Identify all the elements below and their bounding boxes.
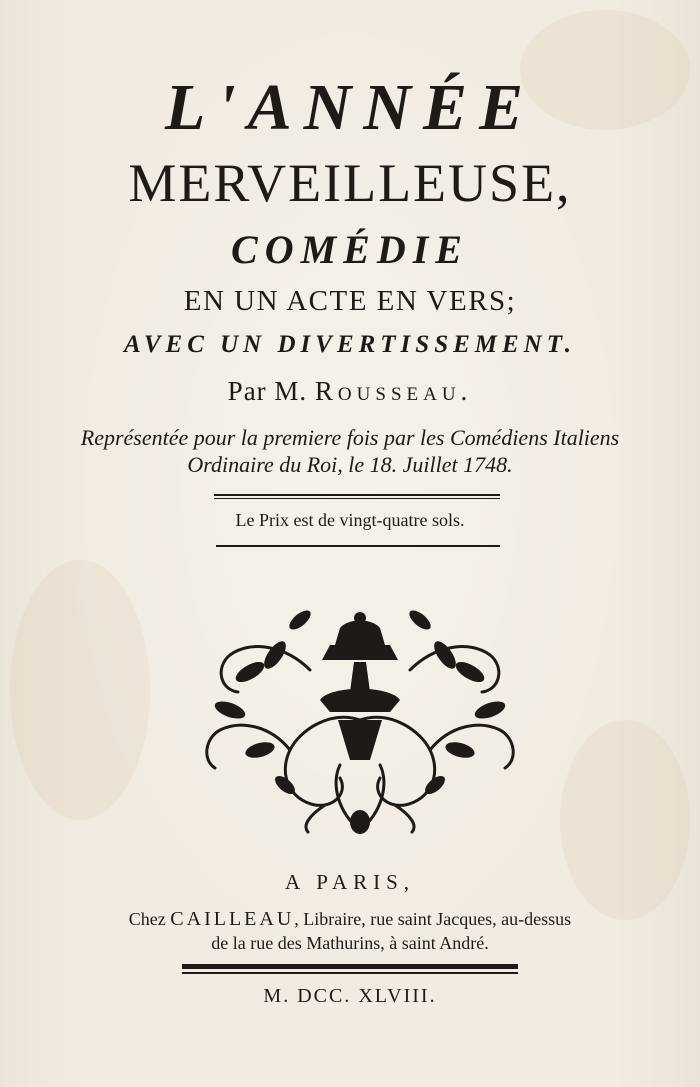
price-line: Le Prix est de vingt-quatre sols.	[235, 510, 465, 530]
imprint-place: A PARIS,	[284, 870, 416, 894]
title-line-5: AVEC UN DIVERTISSEMENT.	[124, 331, 576, 358]
imprint-address-line: de la rue des Mathurins, à saint André.	[211, 933, 489, 953]
rule-bottom	[216, 545, 500, 547]
title-line-1: L'ANNÉE	[164, 71, 536, 144]
paper-stain	[10, 560, 150, 820]
publisher-address: , Libraire, rue saint Jacques, au-dessus	[294, 909, 572, 929]
title-line-4: EN UN ACTE EN VERS;	[183, 285, 517, 317]
author-name: Rousseau.	[314, 376, 473, 406]
author-prefix: Par M.	[227, 376, 308, 406]
ornamental-double-rule	[182, 964, 518, 976]
title-line-2: MERVEILLEUSE,	[128, 153, 572, 213]
performance-line-2: Ordinaire du Roi, le 18. Juillet 1748.	[187, 452, 513, 477]
publisher-prefix: Chez	[128, 909, 166, 929]
floral-urn-ornament-icon	[190, 600, 530, 835]
imprint-year: M. DCC. XLVIII.	[263, 985, 437, 1007]
title-line-3: COMÉDIE	[231, 227, 469, 272]
author-line	[0, 374, 700, 408]
publisher-name: CAILLEAU	[170, 908, 295, 930]
rule-top	[214, 494, 500, 496]
rule-top-fine	[214, 498, 500, 499]
imprint-publisher-line	[0, 907, 700, 931]
performance-line-1: Représentée pour la premiere fois par les Comédiens Italiens	[80, 425, 620, 450]
